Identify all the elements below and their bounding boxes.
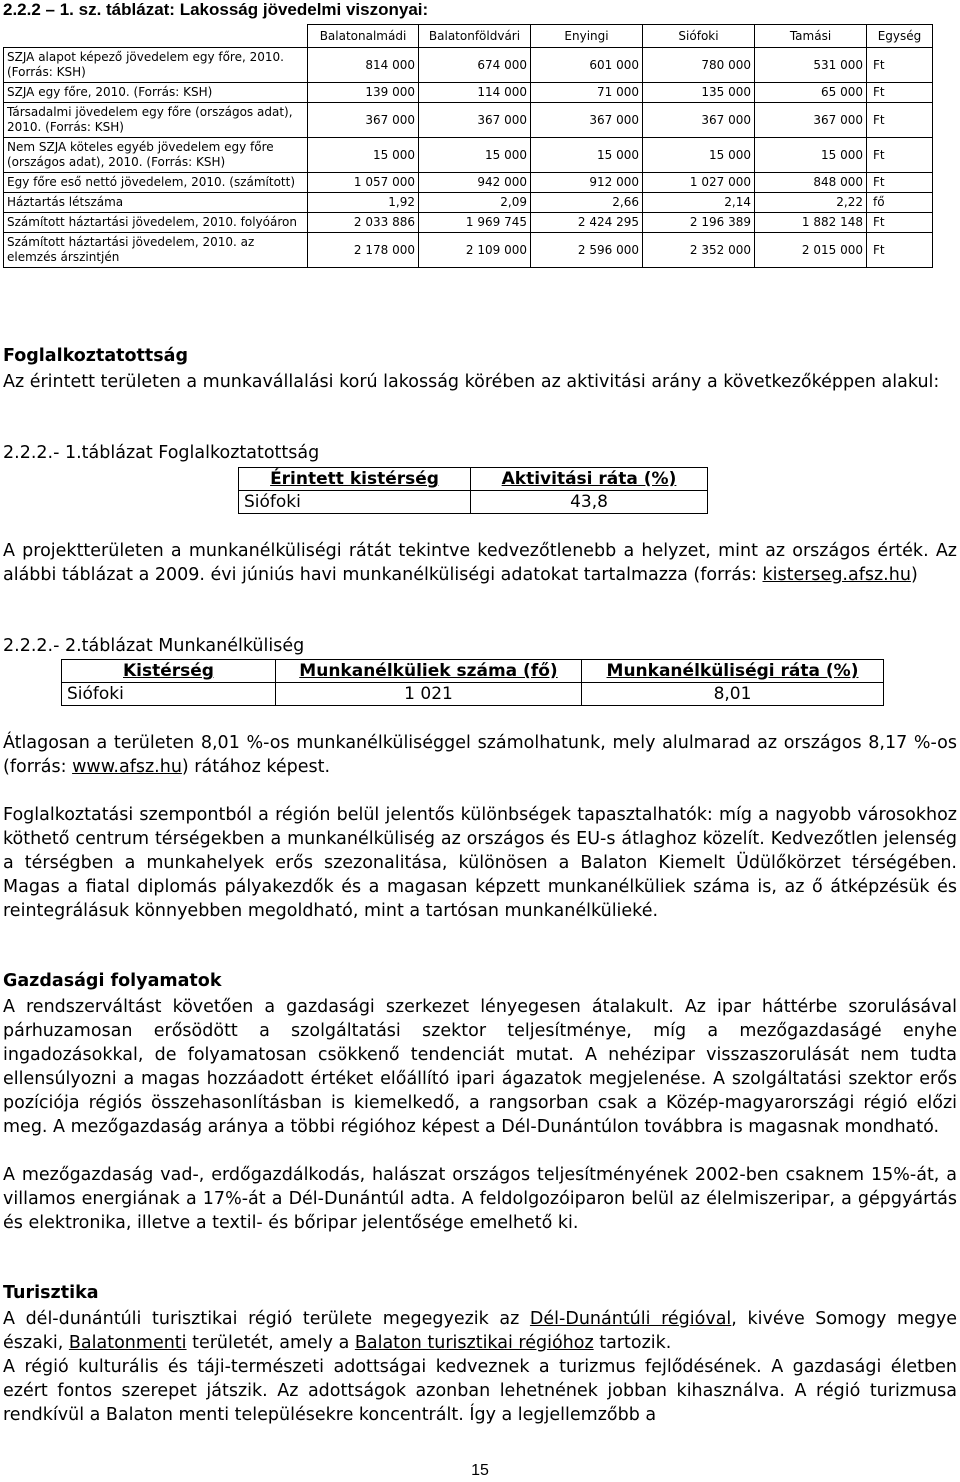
unit-cell: Ft [867,173,933,193]
col-header: Egység [867,25,933,48]
text: Átlagosan a területen 8,01 %-os munkanélküliséggel számolhatunk, mely alulmarad az országos 8,17 %-os (forrás: [3,733,957,777]
balaton-region-link[interactable]: Balaton turisztikai régióhoz [354,1333,594,1353]
col-header: Siófoki [643,25,755,48]
table-cell: 2 178 000 [308,233,419,268]
col-header: Balatonalmádi [308,25,419,48]
col-header: Munkanélküliségi ráta (%) [582,660,884,683]
employment-paragraph-2 [3,539,957,587]
tourism-paragraph-1 [3,1307,957,1355]
col-header: Enyingi [531,25,643,48]
unit-cell: Ft [867,138,933,173]
table-cell: 1 882 148 [755,213,867,233]
table-cell: 8,01 [582,683,884,706]
row-label: SZJA egy főre, 2010. (Forrás: KSH) [4,83,308,103]
text: A dél-dunántúli turisztikai régió területe megegyezik az [3,1309,530,1329]
table-row [239,491,708,514]
table-cell: 71 000 [531,83,643,103]
table-cell: 367 000 [419,103,531,138]
text: ) rátához képest. [181,757,331,777]
text: területét, amely a [186,1333,355,1353]
employment-paragraph-3 [3,731,957,779]
table-cell: 674 000 [419,48,531,83]
source-link[interactable]: kisterseg.afsz.hu [762,565,911,585]
table-cell: 814 000 [308,48,419,83]
page-number: 15 [471,1462,489,1479]
table-cell: 780 000 [643,48,755,83]
table-cell: 367 000 [643,103,755,138]
table1-caption: 2.2.2.- 1.táblázat Foglalkoztatottság [3,443,320,463]
employment-table [238,467,708,514]
unit-cell: Ft [867,233,933,268]
table-cell: 1 969 745 [419,213,531,233]
table-cell: 2 109 000 [419,233,531,268]
tourism-paragraph-2: A régió kulturális és táji-természeti adottságai kedveznek a turizmus fejlődésének. A gazdasági életben ezért fontos szerepet játszik. Az adottságok azonban lehetnének jobban kihasználva. A régió turizmusa rendkívül a Balaton menti településekre koncentrált. Így a legjellemzőbb a [3,1357,957,1425]
row-label: SZJA alapot képező jövedelem egy főre, 2010. (Forrás: KSH) [4,48,308,83]
region-link[interactable]: Dél-Dunántúli régióval [529,1309,732,1329]
table-cell: 15 000 [308,138,419,173]
table-row [62,683,884,706]
table-cell: 15 000 [755,138,867,173]
table-cell: Siófoki [239,491,471,514]
table-cell: 848 000 [755,173,867,193]
text: ) [910,565,918,585]
unit-cell: fő [867,193,933,213]
table-cell: 15 000 [419,138,531,173]
table-cell: 367 000 [308,103,419,138]
row-label: Egy főre eső nettó jövedelem, 2010. (számított) [4,173,308,193]
table-cell: 2 424 295 [531,213,643,233]
table-cell: 531 000 [755,48,867,83]
unit-cell: Ft [867,103,933,138]
table-cell: 139 000 [308,83,419,103]
col-header: Érintett kistérség [239,468,471,491]
income-table-header [4,25,933,48]
table-cell: 2 196 389 [643,213,755,233]
table-cell: 1 027 000 [643,173,755,193]
table-row [4,83,933,103]
balatonmenti-link[interactable]: Balatonmenti [68,1333,187,1353]
employment-intro: Az érintett területen a munkavállalási korú lakosság körében az aktivitási arány a következőképpen alakul: [3,372,940,392]
table-cell: 114 000 [419,83,531,103]
income-table [3,24,933,268]
table-row [4,233,933,268]
table-cell: 2,14 [643,193,755,213]
table-cell: 15 000 [643,138,755,173]
table-cell: 912 000 [531,173,643,193]
economy-paragraph-2: A mezőgazdaság vad-, erdőgazdálkodás, halászat országos teljesítményének 2002-ben csaknem 15%-át, a villamos energiának a 17%-át a Dél-Dunántúl adta. A feldolgozóiparon belül az élelmiszeripar, a gépgyártás és elektronika, illetve a textil- és bőripar jelentősége emelhető ki. [3,1165,957,1233]
employment-paragraph-4: Foglalkoztatási szempontból a régión belül jelentős különbségek tapasztalhatók: míg a nagyobb városokhoz köthető centrum térségekben a munkanélküliség az országos és EU-s átlaghoz közelít. Kedvezőtlen jelenség a térségben a munkahelyek erős szezonalitása, különösen a Balaton Kiemelt Üdülőkörzet térségében. Magas a fiatal diplomás pályakezdők és a magasan képzett munkanélküliek száma is, az ő átképzésük és reintegrálásuk könnyebben megoldható, mint a tartósan munkanélkülieké. [3,805,957,921]
unemployment-table [61,659,884,706]
row-label: Háztartás létszáma [4,193,308,213]
table-cell: 65 000 [755,83,867,103]
table-cell: 367 000 [531,103,643,138]
row-label: Számított háztartási jövedelem, 2010. folyóáron [4,213,308,233]
table-cell: 15 000 [531,138,643,173]
table-row [4,173,933,193]
col-header: Kistérség [62,660,276,683]
source-link[interactable]: www.afsz.hu [72,757,182,777]
tourism-heading: Turisztika [3,1283,99,1303]
economy-paragraph-1: A rendszerváltást követően a gazdasági szerkezet lényegesen átalakult. Az ipar háttérbe szorulásával párhuzamosan erősödött a szolgáltatási szektor teljesítménye, míg a mezőgazdaságé enyhe ingadozásokkal, de folyamatosan csökkenő tendenciát mutat. A nehézipar visszaszorulását nem tudta ellensúlyozni a magas hozzáadott értéket előállító ipari ágazatok megjelenése. A szolgáltatási szektor erős pozíciója régiós összehasonlításban is kiemelkedő, a rangsorban csak a Közép-magyarországi régió előzi meg. A mezőgazdaság aránya a többi régióhoz képest a Dél-Dunántúlon továbbra is magasnak mondható. [3,997,957,1137]
table-cell: 2,09 [419,193,531,213]
table-cell: 43,8 [471,491,708,514]
income-table-body [4,48,933,268]
table-cell: 1 021 [276,683,582,706]
text: , kivéve Somogy megye északi, [3,1309,957,1353]
row-label: Számított háztartási jövedelem, 2010. az elemzés árszintjén [4,233,308,268]
table-row [4,138,933,173]
col-header: Balatonföldvári [419,25,531,48]
row-label: Nem SZJA köteles egyéb jövedelem egy főre (országos adat), 2010. (Forrás: KSH) [4,138,308,173]
table-cell: 1,92 [308,193,419,213]
text: tartozik. [593,1333,672,1353]
table-row [4,213,933,233]
text: A projektterületen a munkanélküliségi rátát tekintve kedvezőtlenebb a helyzet, mint az országos érték. Az alábbi táblázat a 2009. évi júniús havi munkanélküliségi adatokat tartalmazza (forrás: [3,541,957,585]
table-cell: 2 596 000 [531,233,643,268]
header-blank [4,25,308,48]
col-header: Munkanélküliek száma (fő) [276,660,582,683]
table-cell: 2,66 [531,193,643,213]
table-row [4,48,933,83]
table-cell: 2 352 000 [643,233,755,268]
unit-cell: Ft [867,48,933,83]
table-cell: 2,22 [755,193,867,213]
table-cell: 367 000 [755,103,867,138]
economy-heading: Gazdasági folyamatok [3,971,222,991]
unemployment-table-header [62,660,884,683]
table-cell: 2 015 000 [755,233,867,268]
table-cell: 135 000 [643,83,755,103]
row-label: Társadalmi jövedelem egy főre (országos adat), 2010. (Forrás: KSH) [4,103,308,138]
employment-table-header [239,468,708,491]
unit-cell: Ft [867,83,933,103]
table-row [4,193,933,213]
table2-caption: 2.2.2.- 2.táblázat Munkanélküliség [3,636,305,656]
table-cell: 601 000 [531,48,643,83]
unit-cell: Ft [867,213,933,233]
table-cell: Siófoki [62,683,276,706]
table-cell: 942 000 [419,173,531,193]
table-title: 2.2.2 – 1. sz. táblázat: Lakosság jövedelmi viszonyai: [3,0,429,19]
table-row [4,103,933,138]
table-cell: 1 057 000 [308,173,419,193]
employment-heading: Foglalkoztatottság [3,346,189,366]
table-cell: 2 033 886 [308,213,419,233]
col-header: Tamási [755,25,867,48]
col-header: Aktivitási ráta (%) [471,468,708,491]
